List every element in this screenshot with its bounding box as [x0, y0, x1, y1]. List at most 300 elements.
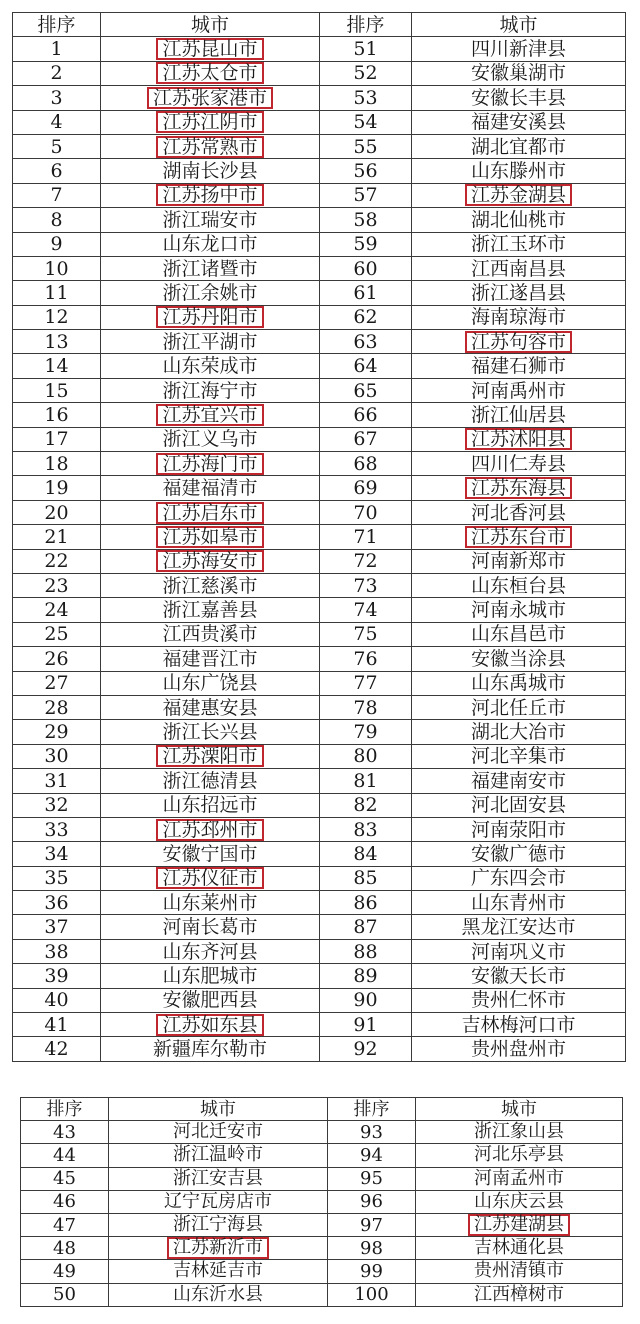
city-cell [416, 1260, 623, 1283]
rank-cell: 81 [320, 769, 412, 793]
rank-cell: 98 [328, 1237, 416, 1260]
city-cell [101, 622, 320, 646]
city-name: 安徽广德市 [470, 842, 566, 865]
table-row [13, 1037, 626, 1061]
city-name: 安徽天长市 [470, 964, 566, 987]
rank-cell: 12 [13, 305, 101, 329]
city-cell [416, 1283, 623, 1306]
city-name: 浙江温岭市 [173, 1144, 263, 1166]
rank-cell: 53 [320, 86, 412, 110]
city-cell [109, 1283, 328, 1306]
city-name: 河南禹州市 [470, 379, 566, 402]
city-cell [412, 232, 626, 256]
city-cell [101, 817, 320, 841]
table-row [13, 183, 626, 207]
city-cell [101, 378, 320, 402]
city-name: 浙江玉环市 [470, 233, 566, 256]
rank-cell: 37 [13, 915, 101, 939]
city-cell [412, 573, 626, 597]
rank-cell: 31 [13, 769, 101, 793]
highlighted-city-name: 江苏海安市 [156, 550, 263, 572]
city-cell [101, 232, 320, 256]
city-cell [412, 793, 626, 817]
city-cell [412, 817, 626, 841]
rank-header: 排序 [13, 13, 101, 37]
city-cell [412, 134, 626, 158]
table-row [21, 1213, 623, 1236]
ranking-table-main [12, 12, 626, 1062]
city-name: 浙江海宁市 [162, 379, 258, 402]
rank-cell: 1 [13, 37, 101, 61]
city-name: 湖北大冶市 [470, 721, 566, 744]
city-cell [109, 1144, 328, 1167]
city-cell [416, 1237, 623, 1260]
rank-cell: 97 [328, 1213, 416, 1236]
rank-cell: 25 [13, 622, 101, 646]
rank-cell: 40 [13, 988, 101, 1012]
rank-cell: 4 [13, 110, 101, 134]
city-name: 安徽肥西县 [162, 989, 258, 1012]
highlighted-city-name: 江苏丹阳市 [156, 306, 263, 328]
city-cell [101, 720, 320, 744]
city-cell [101, 842, 320, 866]
city-name: 吉林通化县 [474, 1237, 564, 1259]
rank-cell: 91 [320, 1013, 412, 1037]
rank-cell: 26 [13, 647, 101, 671]
table-row [13, 573, 626, 597]
city-cell [412, 891, 626, 915]
highlighted-city-name: 江苏如皋市 [156, 526, 263, 548]
city-name: 山东广饶县 [162, 672, 258, 695]
rank-cell: 70 [320, 500, 412, 524]
table-row [13, 769, 626, 793]
highlighted-city-name: 江苏江阴市 [156, 111, 263, 133]
rank-cell: 3 [13, 86, 101, 110]
city-cell [101, 61, 320, 85]
city-cell [101, 330, 320, 354]
city-cell [412, 647, 626, 671]
rank-cell: 18 [13, 452, 101, 476]
rank-cell: 33 [13, 817, 101, 841]
highlighted-city-name: 江苏溧阳市 [156, 745, 263, 767]
rank-cell: 9 [13, 232, 101, 256]
rank-cell: 69 [320, 476, 412, 500]
city-cell [101, 500, 320, 524]
city-header: 城市 [109, 1098, 328, 1121]
table-header-row [21, 1098, 623, 1121]
rank-cell: 50 [21, 1283, 109, 1306]
city-name: 浙江象山县 [474, 1121, 564, 1143]
table-row [13, 622, 626, 646]
rank-cell: 73 [320, 573, 412, 597]
city-cell [416, 1190, 623, 1213]
table-row [13, 842, 626, 866]
rank-header: 排序 [328, 1098, 416, 1121]
rank-cell: 32 [13, 793, 101, 817]
city-cell [412, 964, 626, 988]
city-cell [412, 159, 626, 183]
city-name: 福建南安市 [470, 769, 566, 792]
city-name: 浙江义乌市 [162, 428, 258, 451]
table-row [21, 1237, 623, 1260]
table-row [13, 671, 626, 695]
city-name: 湖北仙桃市 [470, 208, 566, 231]
rank-cell: 10 [13, 256, 101, 280]
city-cell [101, 208, 320, 232]
highlighted-city-name: 江苏昆山市 [156, 38, 263, 60]
city-cell [101, 37, 320, 61]
rank-cell: 30 [13, 744, 101, 768]
city-name: 山东禹城市 [470, 672, 566, 695]
city-cell [101, 476, 320, 500]
city-cell [101, 549, 320, 573]
city-cell [101, 134, 320, 158]
table-row [21, 1190, 623, 1213]
table-row [13, 964, 626, 988]
city-cell [412, 208, 626, 232]
table-row [13, 403, 626, 427]
rank-header: 排序 [320, 13, 412, 37]
rank-cell: 71 [320, 525, 412, 549]
rank-cell: 66 [320, 403, 412, 427]
city-cell [412, 256, 626, 280]
city-cell [412, 330, 626, 354]
city-name: 浙江德清县 [162, 769, 258, 792]
city-cell [412, 403, 626, 427]
rank-cell: 5 [13, 134, 101, 158]
city-cell [412, 842, 626, 866]
highlighted-city-name: 江苏沭阳县 [465, 428, 572, 450]
table-row [13, 208, 626, 232]
table-row [13, 744, 626, 768]
rank-cell: 2 [13, 61, 101, 85]
city-name: 安徽当涂县 [470, 647, 566, 670]
rank-cell: 67 [320, 427, 412, 451]
city-name: 吉林梅河口市 [461, 1013, 576, 1036]
city-cell [101, 744, 320, 768]
city-cell [101, 525, 320, 549]
city-name: 河北辛集市 [470, 745, 566, 768]
city-cell [412, 378, 626, 402]
city-name: 浙江平湖市 [162, 330, 258, 353]
table-row [21, 1121, 623, 1144]
rank-cell: 34 [13, 842, 101, 866]
highlighted-city-name: 江苏如东县 [156, 1014, 263, 1036]
rank-cell: 54 [320, 110, 412, 134]
rank-cell: 85 [320, 866, 412, 890]
city-cell [101, 769, 320, 793]
city-name: 四川新津县 [470, 38, 566, 61]
table-row [13, 793, 626, 817]
city-cell [416, 1167, 623, 1190]
city-name: 江西樟树市 [474, 1283, 564, 1305]
rank-cell: 62 [320, 305, 412, 329]
highlighted-city-name: 江苏新沂市 [167, 1237, 269, 1259]
city-cell [109, 1260, 328, 1283]
rank-cell: 94 [328, 1144, 416, 1167]
rank-cell: 13 [13, 330, 101, 354]
city-name: 河北香河县 [470, 501, 566, 524]
city-cell [101, 403, 320, 427]
city-name: 浙江瑞安市 [162, 208, 258, 231]
city-name: 湖北宜都市 [470, 135, 566, 158]
rank-cell: 20 [13, 500, 101, 524]
highlighted-city-name: 江苏扬中市 [156, 184, 263, 206]
city-header: 城市 [416, 1098, 623, 1121]
highlighted-city-name: 江苏东台市 [465, 526, 572, 548]
city-cell [412, 915, 626, 939]
table-row [21, 1167, 623, 1190]
city-name: 浙江余姚市 [162, 281, 258, 304]
city-name: 辽宁瓦房店市 [164, 1190, 272, 1212]
city-cell [412, 37, 626, 61]
table-body [13, 37, 626, 1061]
rank-cell: 93 [328, 1121, 416, 1144]
table-row [13, 134, 626, 158]
highlighted-city-name: 江苏句容市 [465, 331, 572, 353]
highlighted-city-name: 江苏东海县 [465, 477, 572, 499]
rank-cell: 58 [320, 208, 412, 232]
table-row [21, 1260, 623, 1283]
city-name: 山东滕州市 [470, 160, 566, 183]
city-header: 城市 [101, 13, 320, 37]
rank-cell: 72 [320, 549, 412, 573]
rank-cell: 77 [320, 671, 412, 695]
city-cell [101, 1037, 320, 1061]
city-cell [412, 671, 626, 695]
rank-cell: 79 [320, 720, 412, 744]
rank-cell: 49 [21, 1260, 109, 1283]
rank-cell: 46 [21, 1190, 109, 1213]
city-cell [412, 866, 626, 890]
city-name: 江西南昌县 [470, 257, 566, 280]
city-name: 浙江仙居县 [470, 403, 566, 426]
rank-cell: 74 [320, 598, 412, 622]
rank-cell: 47 [21, 1213, 109, 1236]
city-cell [109, 1237, 328, 1260]
city-name: 安徽宁国市 [162, 842, 258, 865]
city-cell [412, 622, 626, 646]
rank-cell: 27 [13, 671, 101, 695]
rank-cell: 80 [320, 744, 412, 768]
city-cell [101, 354, 320, 378]
rank-cell: 64 [320, 354, 412, 378]
rank-cell: 88 [320, 939, 412, 963]
table-row [13, 866, 626, 890]
rank-cell: 76 [320, 647, 412, 671]
city-cell [412, 1037, 626, 1061]
table-row [13, 476, 626, 500]
table-header-row [13, 13, 626, 37]
rank-cell: 89 [320, 964, 412, 988]
rank-cell: 75 [320, 622, 412, 646]
rank-cell: 84 [320, 842, 412, 866]
city-name: 四川仁寿县 [470, 452, 566, 475]
city-cell [109, 1121, 328, 1144]
table-row [13, 256, 626, 280]
rank-cell: 60 [320, 256, 412, 280]
city-cell [412, 525, 626, 549]
city-name: 浙江诸暨市 [162, 257, 258, 280]
city-name: 江西贵溪市 [162, 623, 258, 646]
city-name: 吉林延吉市 [173, 1260, 263, 1282]
table-row [13, 61, 626, 85]
city-name: 浙江遂昌县 [470, 281, 566, 304]
highlighted-city-name: 江苏启东市 [156, 502, 263, 524]
city-cell [101, 305, 320, 329]
table-row [21, 1144, 623, 1167]
table-body [21, 1121, 623, 1307]
city-cell [412, 110, 626, 134]
rank-cell: 83 [320, 817, 412, 841]
city-name: 山东莱州市 [162, 891, 258, 914]
table-row [13, 647, 626, 671]
city-name: 安徽巢湖市 [470, 62, 566, 85]
city-name: 河北乐亭县 [474, 1144, 564, 1166]
rank-cell: 43 [21, 1121, 109, 1144]
rank-cell: 82 [320, 793, 412, 817]
highlighted-city-name: 江苏宜兴市 [156, 404, 263, 426]
city-cell [109, 1213, 328, 1236]
city-name: 贵州仁怀市 [470, 989, 566, 1012]
city-name: 河南巩义市 [470, 940, 566, 963]
city-name: 福建惠安县 [162, 696, 258, 719]
rank-cell: 16 [13, 403, 101, 427]
rank-cell: 39 [13, 964, 101, 988]
city-cell [101, 671, 320, 695]
table-row [21, 1283, 623, 1306]
city-cell [412, 549, 626, 573]
rank-cell: 65 [320, 378, 412, 402]
city-name: 山东庆云县 [474, 1190, 564, 1212]
table-row [13, 1013, 626, 1037]
city-cell [412, 695, 626, 719]
rank-cell: 56 [320, 159, 412, 183]
city-cell [412, 354, 626, 378]
table-row [13, 549, 626, 573]
rank-cell: 19 [13, 476, 101, 500]
rank-cell: 59 [320, 232, 412, 256]
rank-cell: 57 [320, 183, 412, 207]
city-name: 贵州清镇市 [474, 1260, 564, 1282]
city-cell [412, 452, 626, 476]
city-cell [101, 452, 320, 476]
city-cell [412, 1013, 626, 1037]
rank-cell: 61 [320, 281, 412, 305]
city-cell [101, 964, 320, 988]
city-name: 河南荥阳市 [470, 818, 566, 841]
city-cell [412, 988, 626, 1012]
highlighted-city-name: 江苏张家港市 [147, 87, 273, 109]
rank-cell: 68 [320, 452, 412, 476]
city-name: 河北迁安市 [173, 1121, 263, 1143]
city-name: 山东齐河县 [162, 940, 258, 963]
rank-cell: 41 [13, 1013, 101, 1037]
rank-cell: 6 [13, 159, 101, 183]
city-name: 黑龙江安达市 [461, 916, 576, 939]
table-row [13, 354, 626, 378]
rank-cell: 100 [328, 1283, 416, 1306]
city-cell [101, 695, 320, 719]
highlighted-city-name: 江苏建湖县 [468, 1214, 570, 1236]
city-name: 山东龙口市 [162, 233, 258, 256]
city-name: 河北任丘市 [470, 696, 566, 719]
rank-cell: 52 [320, 61, 412, 85]
city-name: 河南永城市 [470, 599, 566, 622]
city-cell [412, 476, 626, 500]
rank-cell: 24 [13, 598, 101, 622]
table-row [13, 939, 626, 963]
rank-cell: 44 [21, 1144, 109, 1167]
table-row [13, 525, 626, 549]
city-name: 新疆库尔勒市 [152, 1038, 267, 1061]
rank-cell: 99 [328, 1260, 416, 1283]
rank-cell: 51 [320, 37, 412, 61]
city-cell [101, 939, 320, 963]
city-cell [412, 183, 626, 207]
city-name: 安徽长丰县 [470, 86, 566, 109]
rank-cell: 90 [320, 988, 412, 1012]
city-cell [412, 720, 626, 744]
rank-cell: 86 [320, 891, 412, 915]
city-name: 河南长葛市 [162, 916, 258, 939]
city-name: 山东桓台县 [470, 574, 566, 597]
table-row [13, 232, 626, 256]
highlighted-city-name: 江苏太仓市 [156, 62, 263, 84]
rank-cell: 95 [328, 1167, 416, 1190]
city-name: 湖南长沙县 [162, 160, 258, 183]
table-row [13, 720, 626, 744]
rank-cell: 45 [21, 1167, 109, 1190]
city-cell [412, 61, 626, 85]
city-cell [101, 256, 320, 280]
city-name: 福建石狮市 [470, 355, 566, 378]
rank-cell: 15 [13, 378, 101, 402]
rank-cell: 23 [13, 573, 101, 597]
city-cell [101, 891, 320, 915]
rank-cell: 7 [13, 183, 101, 207]
rank-cell: 22 [13, 549, 101, 573]
rank-cell: 17 [13, 427, 101, 451]
city-cell [101, 427, 320, 451]
rank-cell: 21 [13, 525, 101, 549]
city-name: 浙江长兴县 [162, 721, 258, 744]
city-cell [416, 1213, 623, 1236]
city-header: 城市 [412, 13, 626, 37]
table-row [13, 305, 626, 329]
table-row [13, 159, 626, 183]
city-name: 河北固安县 [470, 794, 566, 817]
city-cell [101, 573, 320, 597]
table-row [13, 915, 626, 939]
city-cell [412, 500, 626, 524]
city-name: 福建安溪县 [470, 111, 566, 134]
rank-cell: 29 [13, 720, 101, 744]
city-cell [101, 647, 320, 671]
highlighted-city-name: 江苏常熟市 [156, 136, 263, 158]
table-row [13, 695, 626, 719]
rank-cell: 48 [21, 1237, 109, 1260]
rank-cell: 96 [328, 1190, 416, 1213]
rank-cell: 92 [320, 1037, 412, 1061]
city-cell [412, 598, 626, 622]
table-row [13, 86, 626, 110]
city-cell [101, 988, 320, 1012]
city-name: 山东沂水县 [173, 1283, 263, 1305]
city-cell [412, 305, 626, 329]
city-cell [412, 744, 626, 768]
table-row [13, 817, 626, 841]
